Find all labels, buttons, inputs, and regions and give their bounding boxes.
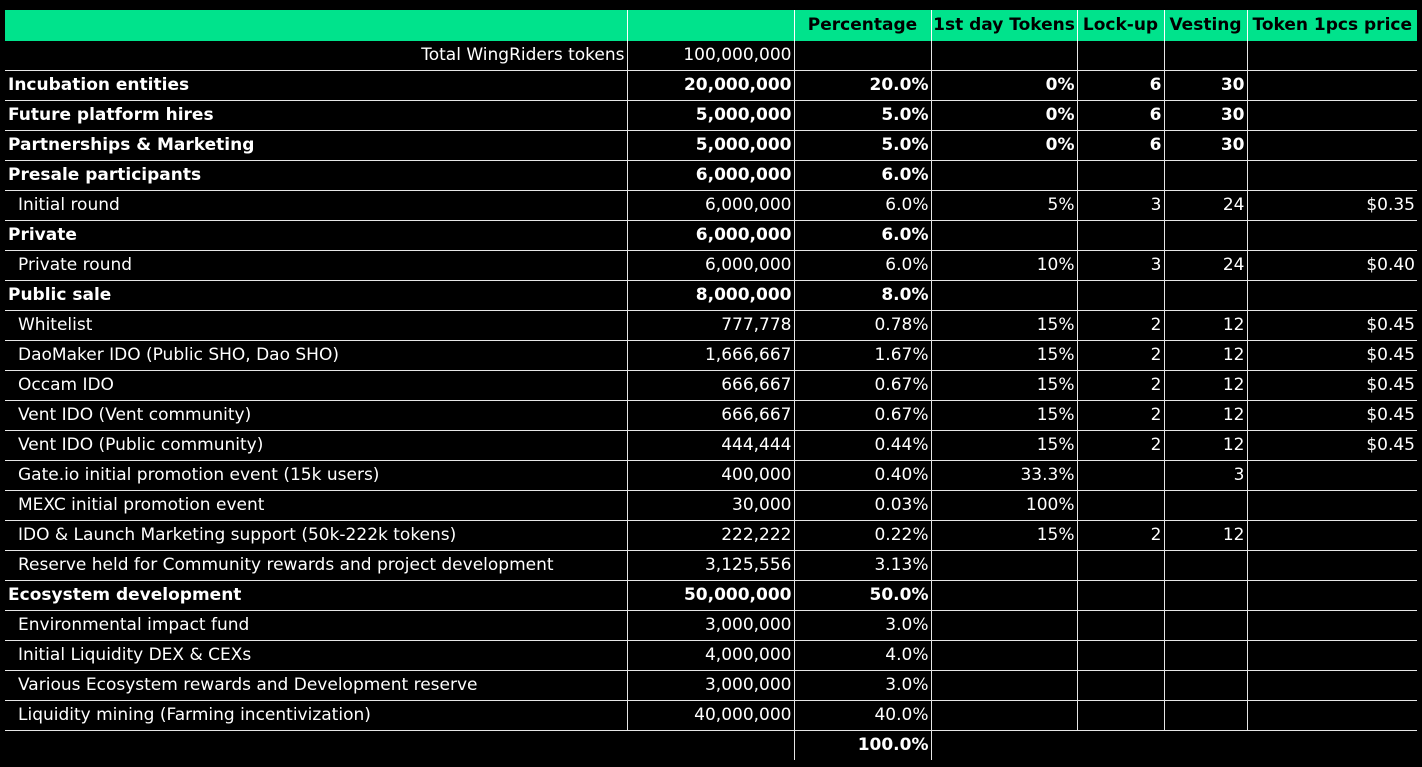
cell-amount: 3,000,000 (627, 611, 794, 641)
cell-first-day-tokens (931, 701, 1077, 731)
cell-label: Public sale (5, 281, 627, 311)
cell-percentage: 6.0% (794, 191, 931, 221)
cell-first-day-tokens: 15% (931, 521, 1077, 551)
cell-lock-up: 6 (1077, 71, 1164, 101)
cell-token-price (1247, 71, 1417, 101)
table-row (5, 401, 1417, 431)
table-row (5, 461, 1417, 491)
cell-lock-up (1077, 581, 1164, 611)
cell-lock-up (1077, 221, 1164, 251)
cell-percentage: 0.03% (794, 491, 931, 521)
cell-label: Environmental impact fund (5, 611, 627, 641)
table-row (5, 311, 1417, 341)
cell-percentage: 0.67% (794, 401, 931, 431)
cell-vesting (1164, 491, 1247, 521)
cell-amount: 50,000,000 (627, 581, 794, 611)
table-row (5, 491, 1417, 521)
cell-token-price (1247, 521, 1417, 551)
header-cell-percentage: Percentage (794, 10, 931, 41)
cell-first-day-tokens (931, 161, 1077, 191)
cell-label: Various Ecosystem rewards and Development reserve (5, 671, 627, 701)
cell-token-price: $0.45 (1247, 311, 1417, 341)
cell-first-day-tokens (931, 641, 1077, 671)
cell-lock-up (1077, 491, 1164, 521)
footer-cell-amount (627, 731, 794, 761)
cell-first-day-tokens: 5% (931, 191, 1077, 221)
table-row (5, 131, 1417, 161)
cell-vesting (1164, 161, 1247, 191)
table-row (5, 41, 1417, 71)
cell-amount: 100,000,000 (627, 41, 794, 71)
cell-amount: 5,000,000 (627, 131, 794, 161)
cell-lock-up: 2 (1077, 521, 1164, 551)
table-row (5, 71, 1417, 101)
cell-percentage: 3.0% (794, 671, 931, 701)
cell-vesting (1164, 671, 1247, 701)
cell-first-day-tokens: 15% (931, 401, 1077, 431)
cell-token-price (1247, 551, 1417, 581)
cell-lock-up: 3 (1077, 251, 1164, 281)
cell-token-price (1247, 131, 1417, 161)
cell-lock-up: 6 (1077, 101, 1164, 131)
table-row (5, 251, 1417, 281)
cell-amount: 5,000,000 (627, 101, 794, 131)
cell-percentage: 6.0% (794, 251, 931, 281)
cell-token-price: $0.45 (1247, 401, 1417, 431)
cell-label: Gate.io initial promotion event (15k users) (5, 461, 627, 491)
cell-amount: 6,000,000 (627, 191, 794, 221)
cell-amount: 20,000,000 (627, 71, 794, 101)
cell-first-day-tokens: 0% (931, 131, 1077, 161)
table-row (5, 101, 1417, 131)
table-row (5, 611, 1417, 641)
header-cell-vesting: Vesting (1164, 10, 1247, 41)
cell-label: Incubation entities (5, 71, 627, 101)
cell-vesting: 12 (1164, 401, 1247, 431)
cell-lock-up: 2 (1077, 431, 1164, 461)
cell-vesting: 12 (1164, 341, 1247, 371)
cell-label: Initial Liquidity DEX & CEXs (5, 641, 627, 671)
cell-vesting (1164, 41, 1247, 71)
cell-lock-up: 3 (1077, 191, 1164, 221)
cell-lock-up: 2 (1077, 341, 1164, 371)
cell-token-price: $0.35 (1247, 191, 1417, 221)
cell-amount: 4,000,000 (627, 641, 794, 671)
cell-first-day-tokens (931, 581, 1077, 611)
header-cell-amount (627, 10, 794, 41)
cell-label: DaoMaker IDO (Public SHO, Dao SHO) (5, 341, 627, 371)
cell-first-day-tokens (931, 221, 1077, 251)
cell-token-price (1247, 671, 1417, 701)
table-row (5, 221, 1417, 251)
cell-percentage (794, 41, 931, 71)
cell-token-price: $0.40 (1247, 251, 1417, 281)
footer-cell-empty (931, 731, 1077, 761)
table-row (5, 641, 1417, 671)
cell-lock-up: 2 (1077, 311, 1164, 341)
footer-row (5, 731, 1417, 761)
cell-percentage: 5.0% (794, 101, 931, 131)
token-allocation-table-wrapper (5, 10, 1417, 760)
cell-vesting (1164, 281, 1247, 311)
header-cell-label (5, 10, 627, 41)
cell-percentage: 0.22% (794, 521, 931, 551)
cell-percentage: 0.67% (794, 371, 931, 401)
cell-vesting: 24 (1164, 251, 1247, 281)
cell-vesting (1164, 551, 1247, 581)
footer-cell-empty (1247, 731, 1417, 761)
cell-token-price (1247, 101, 1417, 131)
cell-lock-up (1077, 701, 1164, 731)
cell-token-price (1247, 281, 1417, 311)
cell-lock-up (1077, 41, 1164, 71)
cell-percentage: 0.44% (794, 431, 931, 461)
table-row (5, 581, 1417, 611)
cell-first-day-tokens: 15% (931, 341, 1077, 371)
table-row (5, 371, 1417, 401)
table-row (5, 671, 1417, 701)
cell-percentage: 20.0% (794, 71, 931, 101)
cell-vesting (1164, 641, 1247, 671)
cell-first-day-tokens: 15% (931, 311, 1077, 341)
cell-token-price (1247, 41, 1417, 71)
cell-amount: 3,125,556 (627, 551, 794, 581)
table-row (5, 701, 1417, 731)
cell-first-day-tokens: 100% (931, 491, 1077, 521)
cell-label: Partnerships & Marketing (5, 131, 627, 161)
cell-lock-up (1077, 461, 1164, 491)
cell-label: Liquidity mining (Farming incentivization) (5, 701, 627, 731)
cell-vesting (1164, 611, 1247, 641)
cell-percentage: 4.0% (794, 641, 931, 671)
footer-cell-label (5, 731, 627, 761)
cell-label: Private (5, 221, 627, 251)
cell-label: IDO & Launch Marketing support (50k-222k tokens) (5, 521, 627, 551)
cell-vesting: 12 (1164, 311, 1247, 341)
header-row (5, 10, 1417, 41)
cell-token-price (1247, 491, 1417, 521)
cell-label: Future platform hires (5, 101, 627, 131)
cell-vesting: 30 (1164, 71, 1247, 101)
cell-first-day-tokens: 33.3% (931, 461, 1077, 491)
cell-amount: 400,000 (627, 461, 794, 491)
cell-label: Initial round (5, 191, 627, 221)
cell-lock-up: 2 (1077, 401, 1164, 431)
cell-percentage: 3.0% (794, 611, 931, 641)
cell-lock-up (1077, 551, 1164, 581)
cell-percentage: 3.13% (794, 551, 931, 581)
cell-token-price (1247, 641, 1417, 671)
cell-vesting: 12 (1164, 521, 1247, 551)
cell-amount: 8,000,000 (627, 281, 794, 311)
cell-amount: 1,666,667 (627, 341, 794, 371)
cell-amount: 6,000,000 (627, 161, 794, 191)
cell-first-day-tokens: 0% (931, 71, 1077, 101)
cell-first-day-tokens (931, 671, 1077, 701)
cell-first-day-tokens (931, 281, 1077, 311)
table-row (5, 551, 1417, 581)
cell-amount: 40,000,000 (627, 701, 794, 731)
cell-vesting: 30 (1164, 131, 1247, 161)
cell-token-price (1247, 221, 1417, 251)
header-cell-first-day-tokens: 1st day Tokens (931, 10, 1077, 41)
cell-lock-up (1077, 611, 1164, 641)
cell-first-day-tokens (931, 551, 1077, 581)
cell-vesting: 30 (1164, 101, 1247, 131)
cell-vesting: 24 (1164, 191, 1247, 221)
cell-lock-up (1077, 671, 1164, 701)
footer-cell-percentage-total: 100.0% (794, 731, 931, 761)
cell-lock-up: 6 (1077, 131, 1164, 161)
cell-percentage: 0.40% (794, 461, 931, 491)
cell-label: Vent IDO (Vent community) (5, 401, 627, 431)
cell-label: Total WingRiders tokens (5, 41, 627, 71)
cell-first-day-tokens (931, 611, 1077, 641)
cell-percentage: 8.0% (794, 281, 931, 311)
table-body (5, 41, 1417, 731)
cell-lock-up (1077, 161, 1164, 191)
cell-label: Vent IDO (Public community) (5, 431, 627, 461)
cell-first-day-tokens: 10% (931, 251, 1077, 281)
cell-amount: 777,778 (627, 311, 794, 341)
cell-vesting: 12 (1164, 431, 1247, 461)
cell-label: Occam IDO (5, 371, 627, 401)
cell-amount: 444,444 (627, 431, 794, 461)
cell-token-price (1247, 461, 1417, 491)
footer-cell-empty (1077, 731, 1164, 761)
cell-vesting: 12 (1164, 371, 1247, 401)
cell-amount: 222,222 (627, 521, 794, 551)
cell-first-day-tokens: 15% (931, 431, 1077, 461)
cell-token-price (1247, 581, 1417, 611)
cell-token-price (1247, 701, 1417, 731)
cell-amount: 666,667 (627, 371, 794, 401)
cell-vesting (1164, 581, 1247, 611)
table-row (5, 431, 1417, 461)
cell-label: Private round (5, 251, 627, 281)
table-row (5, 341, 1417, 371)
cell-first-day-tokens: 15% (931, 371, 1077, 401)
cell-vesting (1164, 701, 1247, 731)
cell-label: Whitelist (5, 311, 627, 341)
cell-token-price (1247, 611, 1417, 641)
cell-percentage: 6.0% (794, 161, 931, 191)
cell-amount: 666,667 (627, 401, 794, 431)
cell-percentage: 40.0% (794, 701, 931, 731)
cell-percentage: 1.67% (794, 341, 931, 371)
table-row (5, 161, 1417, 191)
cell-vesting: 3 (1164, 461, 1247, 491)
cell-percentage: 50.0% (794, 581, 931, 611)
cell-label: MEXC initial promotion event (5, 491, 627, 521)
header-cell-token-price: Token 1pcs price (1247, 10, 1417, 41)
cell-amount: 6,000,000 (627, 221, 794, 251)
cell-lock-up (1077, 641, 1164, 671)
cell-token-price: $0.45 (1247, 371, 1417, 401)
cell-lock-up (1077, 281, 1164, 311)
cell-percentage: 0.78% (794, 311, 931, 341)
cell-token-price: $0.45 (1247, 341, 1417, 371)
cell-label: Presale participants (5, 161, 627, 191)
cell-lock-up: 2 (1077, 371, 1164, 401)
cell-percentage: 6.0% (794, 221, 931, 251)
cell-token-price (1247, 161, 1417, 191)
table-row (5, 191, 1417, 221)
cell-amount: 3,000,000 (627, 671, 794, 701)
token-allocation-table (5, 10, 1417, 760)
table-row (5, 521, 1417, 551)
cell-first-day-tokens: 0% (931, 101, 1077, 131)
cell-vesting (1164, 221, 1247, 251)
cell-label: Ecosystem development (5, 581, 627, 611)
table-row (5, 281, 1417, 311)
cell-token-price: $0.45 (1247, 431, 1417, 461)
header-cell-lock-up: Lock-up (1077, 10, 1164, 41)
cell-amount: 30,000 (627, 491, 794, 521)
cell-label: Reserve held for Community rewards and project development (5, 551, 627, 581)
footer-cell-empty (1164, 731, 1247, 761)
cell-first-day-tokens (931, 41, 1077, 71)
cell-percentage: 5.0% (794, 131, 931, 161)
cell-amount: 6,000,000 (627, 251, 794, 281)
